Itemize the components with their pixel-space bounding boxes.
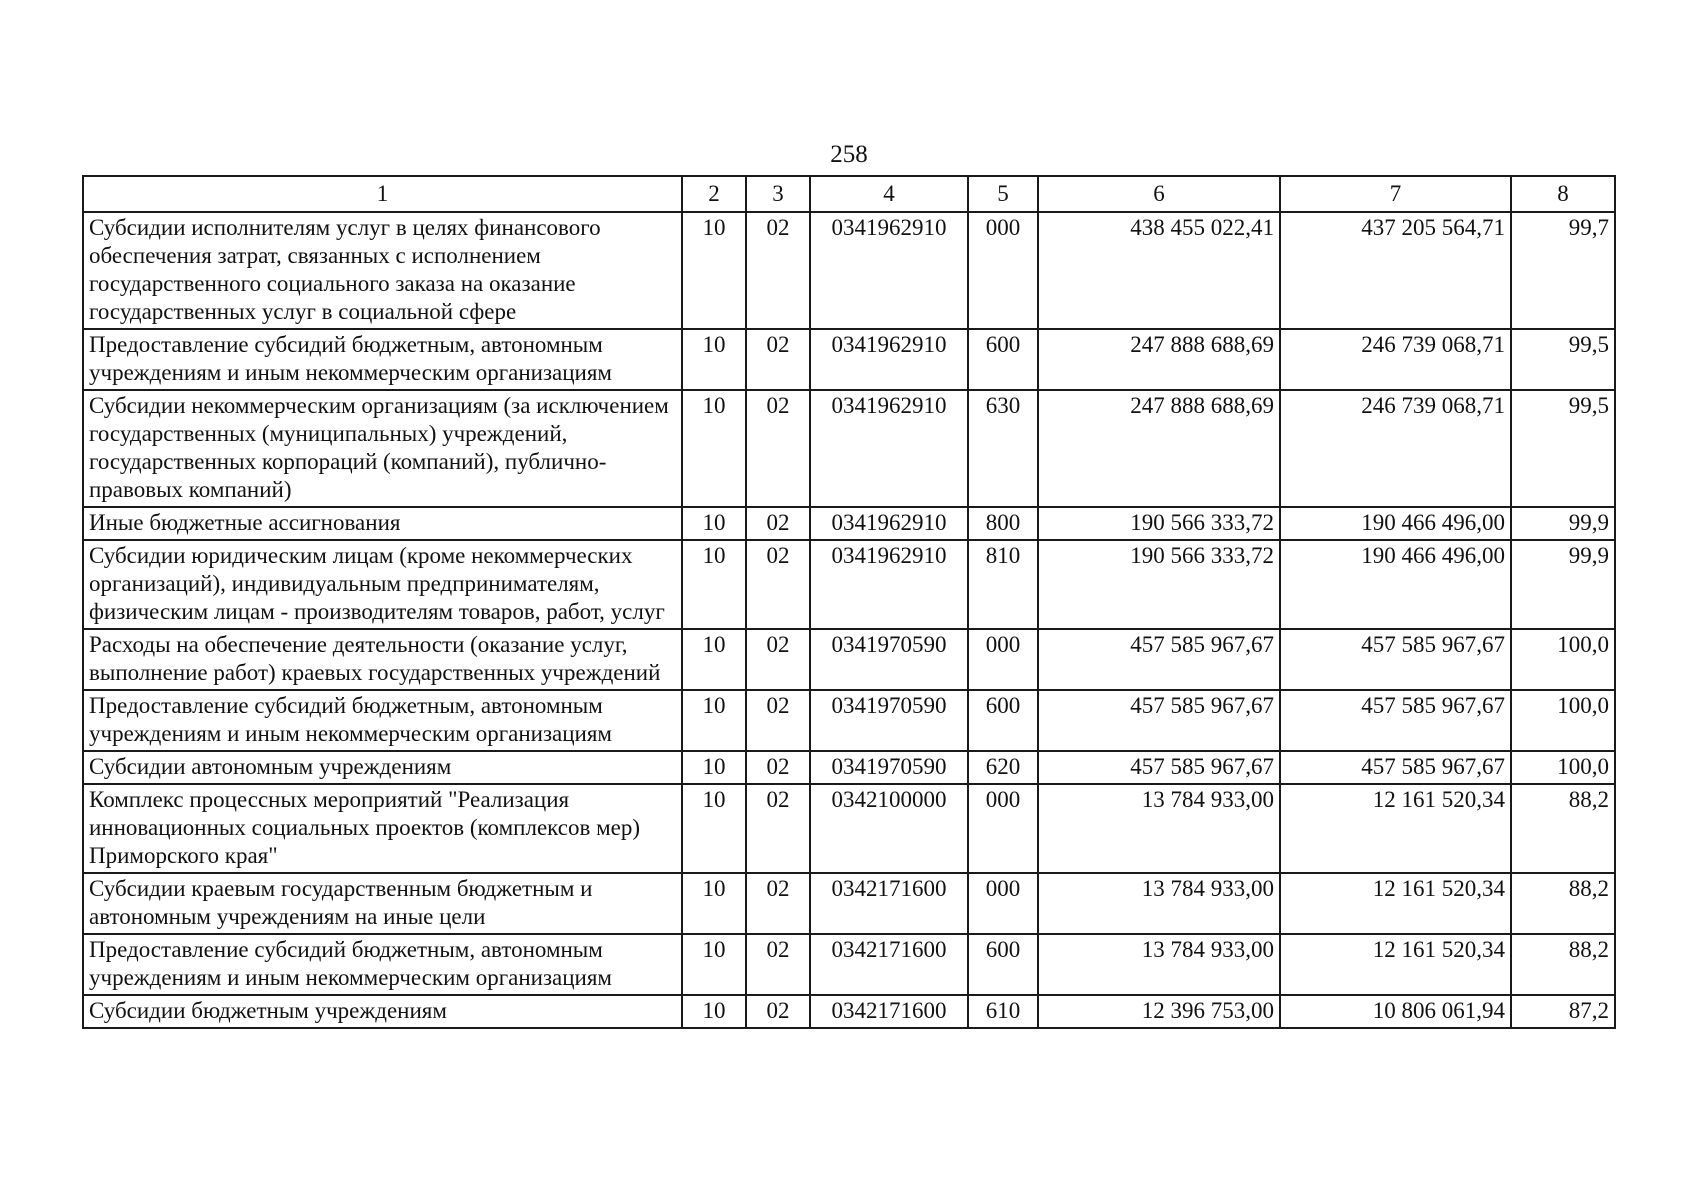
expense-type-code: 000 bbox=[968, 629, 1038, 690]
subsection-code: 02 bbox=[746, 507, 810, 540]
planned-amount: 247 888 688,69 bbox=[1038, 329, 1280, 390]
target-article-code: 0342100000 bbox=[810, 784, 968, 873]
target-article-code: 0341962910 bbox=[810, 390, 968, 507]
execution-percent: 99,9 bbox=[1511, 507, 1615, 540]
target-article-code: 0341970590 bbox=[810, 629, 968, 690]
executed-amount: 12 161 520,34 bbox=[1280, 873, 1511, 934]
subsection-code: 02 bbox=[746, 212, 810, 329]
expense-name: Субсидии автономным учреждениям bbox=[83, 751, 682, 784]
executed-amount: 190 466 496,00 bbox=[1280, 507, 1511, 540]
target-article-code: 0341962910 bbox=[810, 540, 968, 629]
executed-amount: 190 466 496,00 bbox=[1280, 540, 1511, 629]
section-code: 10 bbox=[682, 751, 746, 784]
executed-amount: 457 585 967,67 bbox=[1280, 629, 1511, 690]
subsection-code: 02 bbox=[746, 784, 810, 873]
section-code: 10 bbox=[682, 212, 746, 329]
header-col-3: 3 bbox=[746, 176, 810, 212]
subsection-code: 02 bbox=[746, 390, 810, 507]
expense-name: Предоставление субсидий бюджетным, автономным учреждениям и иным некоммерческим организациям bbox=[83, 690, 682, 751]
target-article-code: 0342171600 bbox=[810, 995, 968, 1028]
table-row bbox=[83, 390, 1615, 507]
table-row bbox=[83, 629, 1615, 690]
expense-name: Субсидии краевым государственным бюджетным и автономным учреждениям на иные цели bbox=[83, 873, 682, 934]
subsection-code: 02 bbox=[746, 995, 810, 1028]
target-article-code: 0342171600 bbox=[810, 873, 968, 934]
expense-name: Субсидии бюджетным учреждениям bbox=[83, 995, 682, 1028]
planned-amount: 247 888 688,69 bbox=[1038, 390, 1280, 507]
subsection-code: 02 bbox=[746, 629, 810, 690]
section-code: 10 bbox=[682, 629, 746, 690]
target-article-code: 0342171600 bbox=[810, 934, 968, 995]
table-row bbox=[83, 690, 1615, 751]
target-article-code: 0341962910 bbox=[810, 329, 968, 390]
table-row bbox=[83, 540, 1615, 629]
expense-name: Иные бюджетные ассигнования bbox=[83, 507, 682, 540]
execution-percent: 88,2 bbox=[1511, 784, 1615, 873]
planned-amount: 457 585 967,67 bbox=[1038, 629, 1280, 690]
executed-amount: 246 739 068,71 bbox=[1280, 390, 1511, 507]
execution-percent: 87,2 bbox=[1511, 995, 1615, 1028]
execution-percent: 99,5 bbox=[1511, 329, 1615, 390]
section-code: 10 bbox=[682, 784, 746, 873]
table-row bbox=[83, 507, 1615, 540]
execution-percent: 100,0 bbox=[1511, 690, 1615, 751]
executed-amount: 246 739 068,71 bbox=[1280, 329, 1511, 390]
expense-type-code: 000 bbox=[968, 212, 1038, 329]
page-number: 258 bbox=[830, 141, 868, 168]
section-code: 10 bbox=[682, 540, 746, 629]
header-col-2: 2 bbox=[682, 176, 746, 212]
header-col-4: 4 bbox=[810, 176, 968, 212]
planned-amount: 438 455 022,41 bbox=[1038, 212, 1280, 329]
execution-percent: 99,5 bbox=[1511, 390, 1615, 507]
target-article-code: 0341962910 bbox=[810, 507, 968, 540]
section-code: 10 bbox=[682, 934, 746, 995]
table-row bbox=[83, 329, 1615, 390]
header-col-8: 8 bbox=[1511, 176, 1615, 212]
expense-name: Предоставление субсидий бюджетным, автономным учреждениям и иным некоммерческим организациям bbox=[83, 329, 682, 390]
planned-amount: 457 585 967,67 bbox=[1038, 751, 1280, 784]
expense-name: Субсидии юридическим лицам (кроме некоммерческих организаций), индивидуальным предпринимателям, физическим лицам - производителям товаров, работ, услуг bbox=[83, 540, 682, 629]
section-code: 10 bbox=[682, 690, 746, 751]
executed-amount: 12 161 520,34 bbox=[1280, 784, 1511, 873]
executed-amount: 437 205 564,71 bbox=[1280, 212, 1511, 329]
subsection-code: 02 bbox=[746, 329, 810, 390]
planned-amount: 190 566 333,72 bbox=[1038, 507, 1280, 540]
header-col-5: 5 bbox=[968, 176, 1038, 212]
table-row bbox=[83, 934, 1615, 995]
expense-name: Субсидии исполнителям услуг в целях финансового обеспечения затрат, связанных с исполнением государственного социального заказа на оказание государственных услуг в социальной сфере bbox=[83, 212, 682, 329]
expense-name: Расходы на обеспечение деятельности (оказание услуг, выполнение работ) краевых государственных учреждений bbox=[83, 629, 682, 690]
expense-type-code: 000 bbox=[968, 873, 1038, 934]
execution-percent: 88,2 bbox=[1511, 934, 1615, 995]
section-code: 10 bbox=[682, 329, 746, 390]
subsection-code: 02 bbox=[746, 751, 810, 784]
expense-name: Предоставление субсидий бюджетным, автономным учреждениям и иным некоммерческим организациям bbox=[83, 934, 682, 995]
section-code: 10 bbox=[682, 390, 746, 507]
table-row bbox=[83, 212, 1615, 329]
target-article-code: 0341970590 bbox=[810, 751, 968, 784]
execution-percent: 100,0 bbox=[1511, 751, 1615, 784]
budget-table bbox=[82, 175, 1616, 1029]
subsection-code: 02 bbox=[746, 540, 810, 629]
executed-amount: 10 806 061,94 bbox=[1280, 995, 1511, 1028]
expense-name: Комплекс процессных мероприятий "Реализация инновационных социальных проектов (комплексов мер) Приморского края" bbox=[83, 784, 682, 873]
section-code: 10 bbox=[682, 507, 746, 540]
planned-amount: 12 396 753,00 bbox=[1038, 995, 1280, 1028]
section-code: 10 bbox=[682, 995, 746, 1028]
expense-type-code: 600 bbox=[968, 934, 1038, 995]
header-col-7: 7 bbox=[1280, 176, 1511, 212]
table-row bbox=[83, 784, 1615, 873]
expense-type-code: 800 bbox=[968, 507, 1038, 540]
expense-name: Субсидии некоммерческим организациям (за исключением государственных (муниципальных) учреждений, государственных корпораций (компаний), публично-правовых компаний) bbox=[83, 390, 682, 507]
expense-type-code: 600 bbox=[968, 690, 1038, 751]
expense-type-code: 600 bbox=[968, 329, 1038, 390]
expense-type-code: 000 bbox=[968, 784, 1038, 873]
section-code: 10 bbox=[682, 873, 746, 934]
header-col-6: 6 bbox=[1038, 176, 1280, 212]
planned-amount: 13 784 933,00 bbox=[1038, 934, 1280, 995]
planned-amount: 13 784 933,00 bbox=[1038, 784, 1280, 873]
subsection-code: 02 bbox=[746, 873, 810, 934]
planned-amount: 13 784 933,00 bbox=[1038, 873, 1280, 934]
header-col-1: 1 bbox=[83, 176, 682, 212]
table-row bbox=[83, 751, 1615, 784]
subsection-code: 02 bbox=[746, 690, 810, 751]
subsection-code: 02 bbox=[746, 934, 810, 995]
expense-type-code: 630 bbox=[968, 390, 1038, 507]
expense-type-code: 810 bbox=[968, 540, 1038, 629]
planned-amount: 190 566 333,72 bbox=[1038, 540, 1280, 629]
expense-type-code: 620 bbox=[968, 751, 1038, 784]
header-row bbox=[83, 176, 1615, 212]
executed-amount: 457 585 967,67 bbox=[1280, 690, 1511, 751]
table-row bbox=[83, 995, 1615, 1028]
execution-percent: 99,7 bbox=[1511, 212, 1615, 329]
target-article-code: 0341962910 bbox=[810, 212, 968, 329]
execution-percent: 100,0 bbox=[1511, 629, 1615, 690]
executed-amount: 457 585 967,67 bbox=[1280, 751, 1511, 784]
expense-type-code: 610 bbox=[968, 995, 1038, 1028]
execution-percent: 88,2 bbox=[1511, 873, 1615, 934]
executed-amount: 12 161 520,34 bbox=[1280, 934, 1511, 995]
table-row bbox=[83, 873, 1615, 934]
planned-amount: 457 585 967,67 bbox=[1038, 690, 1280, 751]
execution-percent: 99,9 bbox=[1511, 540, 1615, 629]
target-article-code: 0341970590 bbox=[810, 690, 968, 751]
